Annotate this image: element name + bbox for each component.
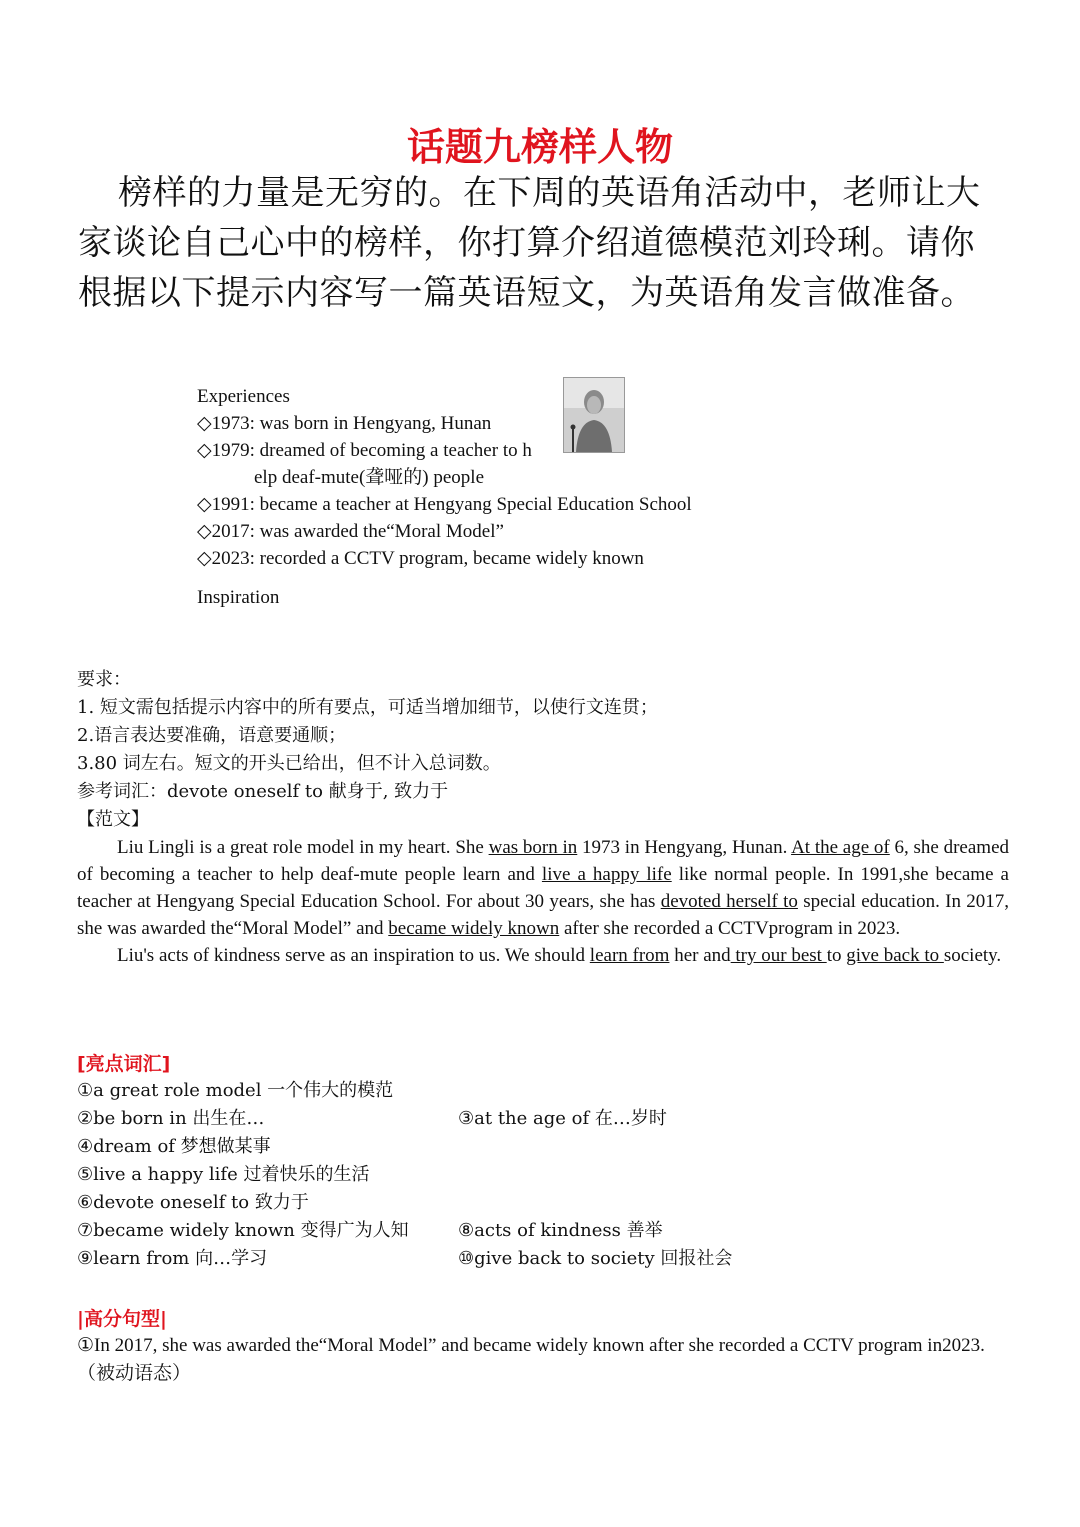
experiences-box (197, 383, 737, 572)
sentence-pattern-item: ①In 2017, she was awarded the“Moral Model” and became widely known after she recorded a CCTV program in2023.（被动语态） (77, 1335, 985, 1384)
essay-text: 6, she dreamed of becoming a teacher to help deaf-mute people learn and (77, 837, 1010, 885)
vocab-item: ⑨learn from 向…学习 (77, 1248, 268, 1269)
highlighted-phrase: At the age of (791, 837, 890, 858)
essay-text: 1973 in Hengyang, Hunan. (577, 837, 792, 858)
vocab-row (77, 1105, 1017, 1133)
highlight-vocab-heading: [亮点词汇] (77, 1053, 171, 1075)
experience-item-continued: elp deaf-mute(聋哑的) people (254, 467, 485, 488)
portrait-image (564, 378, 624, 452)
sample-essay-heading: 【范文】 (77, 809, 149, 830)
page-title: 话题九榜样人物 (406, 125, 673, 169)
vocab-item: ⑩give back to society 回报社会 (458, 1248, 733, 1269)
vocab-item: ⑤live a happy life 过着快乐的生活 (77, 1164, 370, 1185)
vocab-item: ⑦became widely known 变得广为人知 (77, 1220, 409, 1241)
vocab-item: ④dream of 梦想做某事 (77, 1136, 271, 1157)
reference-vocab: 参考词汇：devote oneself to 献身于, 致力于 (77, 781, 449, 802)
highlighted-phrase: became widely known (388, 918, 560, 939)
vocab-item: ③at the age of 在…岁时 (458, 1108, 667, 1129)
requirements-heading: 要求： (77, 669, 131, 690)
vocab-row (77, 1189, 1017, 1217)
requirement-item: 1. 短文需包括提示内容中的所有要点，可适当增加细节，以使行文连贯； (77, 697, 658, 718)
experience-item: ◇2023: recorded a CCTV program, became widely known (197, 548, 644, 569)
essay-text: to (826, 945, 847, 966)
experience-item: ◇1991: became a teacher at Hengyang Special Education School (197, 494, 692, 515)
essay-text: like normal people. In 1991,she became a teacher at Hengyang Special Education School. For about 30 years, she has (77, 864, 1009, 912)
inspiration-heading: Inspiration (197, 587, 280, 608)
vocab-row (77, 1077, 1017, 1105)
requirement-item: 2.语言表达要准确，语意要通顺； (77, 725, 347, 746)
requirement-item: 3.80 词左右。短文的开头已给出，但不计入总词数。 (77, 753, 501, 774)
essay-text: Liu Lingli is a great role model in my heart. She (117, 837, 489, 858)
vocab-item: ①a great role model 一个伟大的模范 (77, 1080, 394, 1101)
highlight-vocab-list (77, 1077, 1017, 1273)
vocab-row (77, 1217, 1017, 1245)
sentence-patterns-heading: |高分句型| (77, 1308, 167, 1330)
sample-essay (77, 834, 1009, 969)
highlighted-phrase: try our best (730, 945, 827, 966)
vocab-row (77, 1161, 1017, 1189)
experience-item: ◇1973: was born in Hengyang, Hunan (197, 413, 492, 434)
vocab-item: ②be born in 出生在… (77, 1108, 265, 1129)
experience-item: ◇2017: was awarded the“Moral Model” (197, 521, 504, 542)
essay-text: her and (669, 945, 731, 966)
highlighted-phrase: was born in (488, 837, 578, 858)
portrait-photo (563, 377, 625, 453)
vocab-row (77, 1133, 1017, 1161)
essay-text: special education. In 2017, she was awarded the“Moral Model” and (77, 891, 1010, 939)
vocab-row (77, 1245, 1017, 1273)
experience-item: ◇1979: dreamed of becoming a teacher to h (197, 440, 532, 461)
essay-text: Liu's acts of kindness serve as an inspiration to us. We should (117, 945, 590, 966)
vocab-item: ⑧acts of kindness 善举 (458, 1220, 663, 1241)
highlighted-phrase: devoted herself to (660, 891, 798, 912)
highlighted-phrase: give back to (846, 945, 944, 966)
essay-paragraph-1 (77, 834, 1009, 942)
essay-paragraph-2 (77, 942, 1009, 969)
requirements-section (77, 666, 1017, 834)
vocab-item: ⑥devote oneself to 致力于 (77, 1192, 309, 1213)
experiences-heading: Experiences (197, 386, 290, 407)
essay-text: society. (943, 945, 1002, 966)
highlighted-phrase: learn from (589, 945, 670, 966)
essay-text: after she recorded a CCTVprogram in 2023. (559, 918, 901, 939)
task-prompt: 榜样的力量是无穷的。在下周的英语角活动中，老师让大家谈论自己心中的榜样，你打算介绍道德模范刘玲琍。请你根据以下提示内容写一篇英语短文，为英语角发言做准备。 (78, 173, 981, 313)
highlighted-phrase: live a happy life (541, 864, 672, 885)
